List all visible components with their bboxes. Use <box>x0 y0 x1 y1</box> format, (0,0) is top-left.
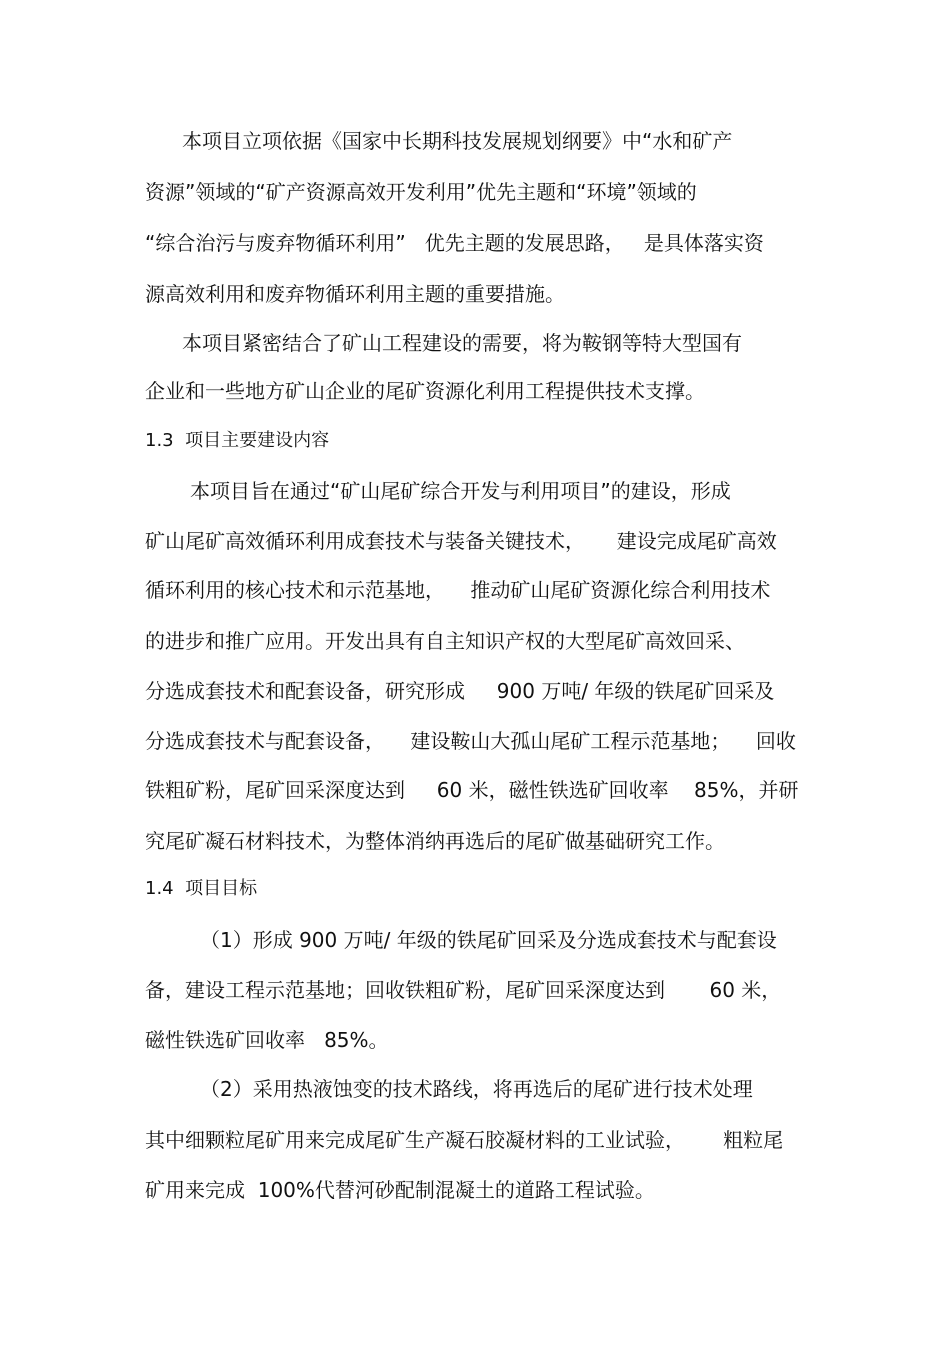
paragraph-3-line-6: 分选成套技术与配套设备， 建设鞍山大孤山尾矿工程示范基地； 回收 <box>145 729 796 753</box>
paragraph-2-line-1: 本项目紧密结合了矿山工程建设的需要，将为鞍钢等特大型国有 <box>182 331 742 355</box>
paragraph-3-line-2: 矿山尾矿高效循环利用成套技术与装备关键技术， 建设完成尾矿高效 <box>145 529 777 553</box>
paragraph-1-line-1: 本项目立项依据《国家中长期科技发展规划纲要》中“水和矿产 <box>182 129 733 153</box>
paragraph-5-line-2: 其中细颗粒尾矿用来完成尾矿生产凝石胶凝材料的工业试验， 粗粒尾 <box>145 1128 784 1152</box>
paragraph-3-line-8: 究尾矿凝石材料技术，为整体消纳再选后的尾矿做基础研究工作。 <box>145 829 725 853</box>
paragraph-1-line-2: 资源”领域的“矿产资源高效开发利用”优先主题和“环境”领域的 <box>145 180 697 204</box>
paragraph-1-line-3: “综合治污与废弃物循环利用” 优先主题的发展思路， 是具体落实资 <box>145 231 764 255</box>
paragraph-5-line-1: （2）采用热液蚀变的技术路线，将再选后的尾矿进行技术处理 <box>200 1077 753 1101</box>
paragraph-3-line-7: 铁粗矿粉，尾矿回采深度达到 60 米，磁性铁选矿回收率 85%，并研 <box>145 778 799 802</box>
paragraph-4-line-2: 备，建设工程示范基地；回收铁粗矿粉，尾矿回采深度达到 60 米， <box>145 978 782 1002</box>
section-heading-1-4: 1.4 项目目标 <box>145 878 258 899</box>
paragraph-3-line-5: 分选成套技术和配套设备，研究形成 900 万吨/ 年级的铁尾矿回采及 <box>145 679 775 703</box>
paragraph-4-line-3: 磁性铁选矿回收率 85%。 <box>145 1028 389 1052</box>
section-heading-1-3: 1.3 项目主要建设内容 <box>145 430 330 451</box>
paragraph-3-line-4: 的进步和推广应用。开发出具有自主知识产权的大型尾矿高效回采、 <box>145 629 745 653</box>
paragraph-2-line-2: 企业和一些地方矿山企业的尾矿资源化利用工程提供技术支撑。 <box>145 379 705 403</box>
paragraph-3-line-1: 本项目旨在通过“矿山尾矿综合开发与利用项目”的建设，形成 <box>190 479 731 503</box>
paragraph-1-line-4: 源高效利用和废弃物循环利用主题的重要措施。 <box>145 282 565 306</box>
paragraph-4-line-1: （1）形成 900 万吨/ 年级的铁尾矿回采及分选成套技术与配套设 <box>200 928 777 952</box>
paragraph-3-line-3: 循环利用的核心技术和示范基地， 推动矿山尾矿资源化综合利用技术 <box>145 578 771 602</box>
paragraph-5-line-3: 矿用来完成 100%代替河砂配制混凝土的道路工程试验。 <box>145 1178 655 1202</box>
